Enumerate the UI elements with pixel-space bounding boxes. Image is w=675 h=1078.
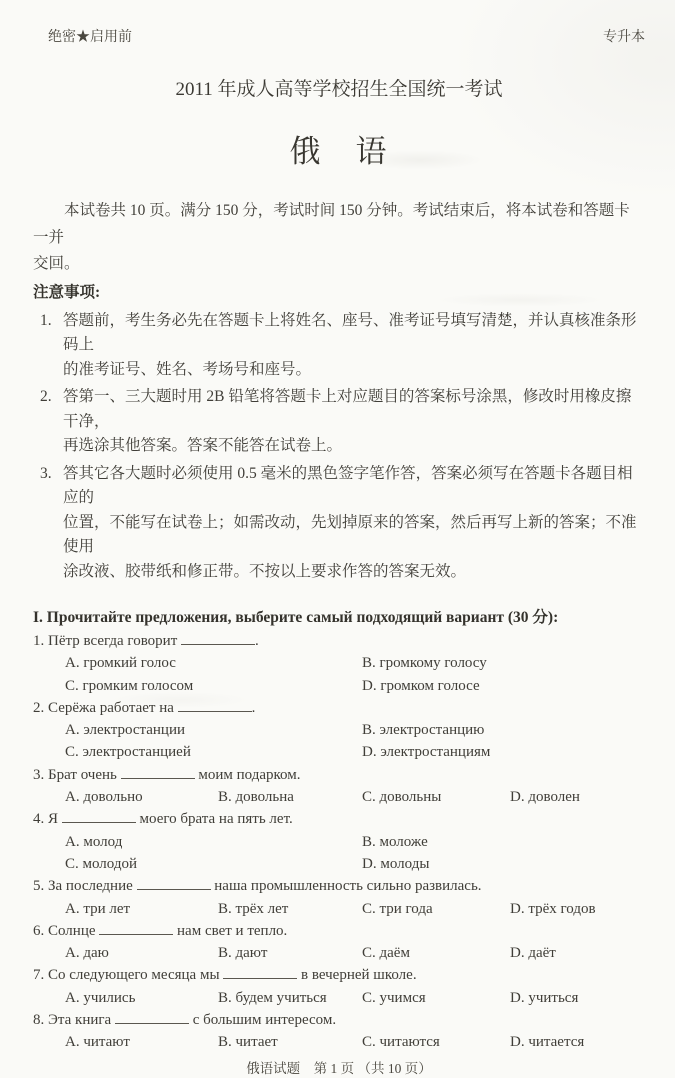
note-line: 答题前，考生务必先在答题卡上将姓名、座号、准考证号填写清楚，并认真核准条形码上 [63,311,637,353]
page-header [33,30,645,46]
options-row [33,786,645,808]
note-line: 的准考证号、姓名、考场号和座号。 [63,360,312,378]
option-text: громкому голосу [379,655,487,672]
note-number: 1. [40,311,52,329]
option-b [362,719,645,741]
page-footer: 俄语试题 第 1 页 （共 10 页） [246,1060,432,1076]
option-d [362,853,645,875]
stem-text: в вечерней школе. [297,967,417,984]
option-text: даём [379,945,410,962]
question-stem [33,764,645,786]
option-text: дают [235,945,268,962]
option-label: C. [65,677,79,694]
note-line: 位置，不能写在试卷上；如需改动，先划掉原来的答案，然后再写上新的答案；不准使用 [63,513,637,555]
track-label: 专升本 [603,30,645,45]
stem-text: с большим интересом. [188,1012,337,1029]
question-2 [33,697,645,764]
question-stem [33,1009,645,1031]
option-a [65,1031,218,1053]
option-label: D. [510,900,525,917]
question-3 [33,764,645,809]
option-label: B. [362,722,376,739]
answer-blank [121,765,195,779]
option-label: A. [65,722,80,739]
question-number: 6. [33,922,45,939]
options-row [33,652,645,697]
option-label: B. [362,655,376,672]
option-label: B. [218,789,232,806]
answer-blank [178,698,252,712]
option-d [510,987,645,1009]
option-d [510,942,645,964]
option-label: A. [65,833,80,850]
option-a [65,942,218,964]
question-stem [33,964,645,986]
note-text [63,462,645,585]
stem-text: моего брата на пять лет. [135,811,293,828]
stem-text: Брат очень [48,766,117,783]
option-text: читают [83,1034,130,1051]
option-label: D. [362,744,377,761]
option-label: C. [65,744,79,761]
option-label: C. [65,855,79,872]
note-line: 涂改液、胶带纸和修正带。不按以上要求作答的答案无效。 [63,562,467,580]
stem-text: Эта книга [48,1012,112,1029]
option-text: моложе [379,833,428,850]
option-label: A. [65,945,80,962]
options-row [33,1031,645,1053]
option-label: A. [65,655,80,672]
options-row [33,719,645,764]
questions-area [33,630,645,1054]
option-label: A. [65,900,80,917]
option-label: B. [218,945,232,962]
option-text: молодой [82,855,138,872]
option-c [362,942,510,964]
option-a [65,898,218,920]
option-label: D. [362,677,377,694]
note-line: 再选涂其他答案。答案不能答在试卷上。 [63,437,343,454]
option-a [65,652,362,674]
note-line: 答其它各大题时必须使用 0.5 毫米的黑色签字笔作答，答案必须写在答题卡各题目相应的 [63,464,633,506]
option-text: будем учиться [235,989,327,1006]
stem-text: . [255,633,259,649]
answer-blank [99,921,173,935]
stem-text: моим подарком. [194,766,301,783]
stem-text: наша промышленность сильно развилась. [210,878,482,895]
option-text: учились [83,989,136,1006]
secrecy-label: 绝密★启用前 [48,30,132,45]
option-c [362,898,510,920]
note-item-1 [40,309,645,383]
option-label: B. [218,1034,232,1051]
option-d [510,786,645,808]
question-stem [33,697,645,719]
note-item-2 [40,385,645,459]
question-5 [33,875,645,920]
option-c [362,987,510,1009]
option-text: электростанцией [82,744,191,761]
option-text: электростанциям [380,744,491,761]
exam-intro [33,198,645,278]
option-d [362,675,645,697]
option-label: C. [362,1034,376,1051]
note-text [63,385,645,459]
question-number: 1. [33,633,45,649]
question-stem [33,630,645,652]
option-label: A. [65,789,80,806]
option-a [65,786,218,808]
exam-title: 2011 年成人高等学校招生全国统一考试 [175,79,503,100]
stem-text: . [251,699,256,716]
option-label: B. [218,900,232,917]
option-c [65,853,362,875]
answer-blank [223,965,297,979]
intro-line: 交回。 [33,255,80,272]
option-label: C. [362,945,376,962]
option-text: даёт [528,945,556,962]
option-text: молод [83,833,123,850]
question-6 [33,920,645,965]
option-label: B. [218,989,232,1006]
stem-text: Серёжа работает на [48,699,174,716]
option-text: три года [379,900,433,917]
options-row [33,987,645,1009]
stem-text: Я [48,811,59,828]
option-text: довольна [235,789,294,806]
question-1 [33,630,645,697]
question-number: 3. [33,766,45,783]
option-b [218,786,362,808]
note-number: 2. [40,388,52,405]
option-label: D. [510,945,525,962]
question-stem [33,875,645,897]
question-number: 4. [33,811,45,828]
note-line: 答第一、三大题时用 2B 铅笔将答题卡上对应题目的答案标号涂黑，修改时用橡皮擦干净， [63,388,632,430]
option-label: A. [65,989,80,1006]
question-stem [33,808,645,830]
stem-text: нам свет и тепло. [173,922,288,939]
option-c [65,741,362,763]
option-text: громкий голос [83,655,176,672]
options-row [33,831,645,876]
option-label: D. [510,1034,525,1051]
stem-text: Солнце [48,922,96,939]
option-a [65,987,218,1009]
option-c [65,675,362,697]
option-a [65,719,362,741]
intro-line: 本试卷共 10 页。满分 150 分，考试时间 150 分钟。考试结束后，将本试卷和答题卡一并 [33,202,630,246]
option-label: A. [65,1034,80,1051]
option-b [218,942,362,964]
option-label: C. [362,789,376,806]
subject-title: 俄 语 [289,134,389,169]
question-4 [33,808,645,875]
option-text: учиться [528,989,579,1006]
option-text: трёх лет [235,900,289,917]
option-label: D. [510,789,525,806]
option-text: учимся [379,989,426,1006]
option-d [510,898,645,920]
answer-blank [62,809,136,823]
option-text: электростанцию [379,722,485,739]
answer-blank [115,1010,189,1024]
notes-title: 注意事项: [33,283,101,301]
options-row [33,898,645,920]
option-d [510,1031,645,1053]
option-b [218,1031,362,1053]
option-a [65,831,362,853]
stem-text: За последние [48,878,133,895]
stem-text: Со следующего месяца мы [48,967,220,984]
option-label: D. [510,989,525,1006]
option-c [362,786,510,808]
option-label: C. [362,900,376,917]
option-b [218,987,362,1009]
answer-blank [181,631,255,645]
option-text: доволен [528,789,580,806]
option-d [362,741,645,763]
option-text: даю [83,945,109,962]
option-text: довольны [379,789,442,806]
option-text: молоды [380,855,430,872]
options-row [33,942,645,964]
stem-text: Пётр всегда говорит [48,633,178,649]
option-text: трёх годов [528,900,596,917]
option-text: три лет [83,900,131,917]
option-text: громком голосе [380,677,480,694]
option-text: читает [235,1034,278,1051]
option-text: читаются [379,1034,440,1051]
option-b [362,652,645,674]
option-c [362,1031,510,1053]
option-label: B. [362,833,376,850]
option-text: громким голосом [82,677,194,694]
question-stem [33,920,645,942]
option-text: читается [528,1034,585,1051]
question-number: 7. [33,967,45,984]
question-number: 5. [33,878,45,895]
option-b [218,898,362,920]
option-label: D. [362,855,377,872]
option-text: довольно [83,789,143,806]
question-number: 8. [33,1012,45,1029]
note-number: 3. [40,464,52,482]
answer-blank [137,876,211,890]
option-label: C. [362,989,376,1006]
note-item-3 [40,462,645,585]
question-7 [33,964,645,1009]
option-b [362,831,645,853]
question-number: 2. [33,699,45,716]
section-1-heading: I. Прочитайте предложения, выберите самый подходящий вариант (30 分): [33,609,559,626]
question-8 [33,1009,645,1054]
option-text: электростанции [83,722,186,739]
note-text [63,309,645,383]
